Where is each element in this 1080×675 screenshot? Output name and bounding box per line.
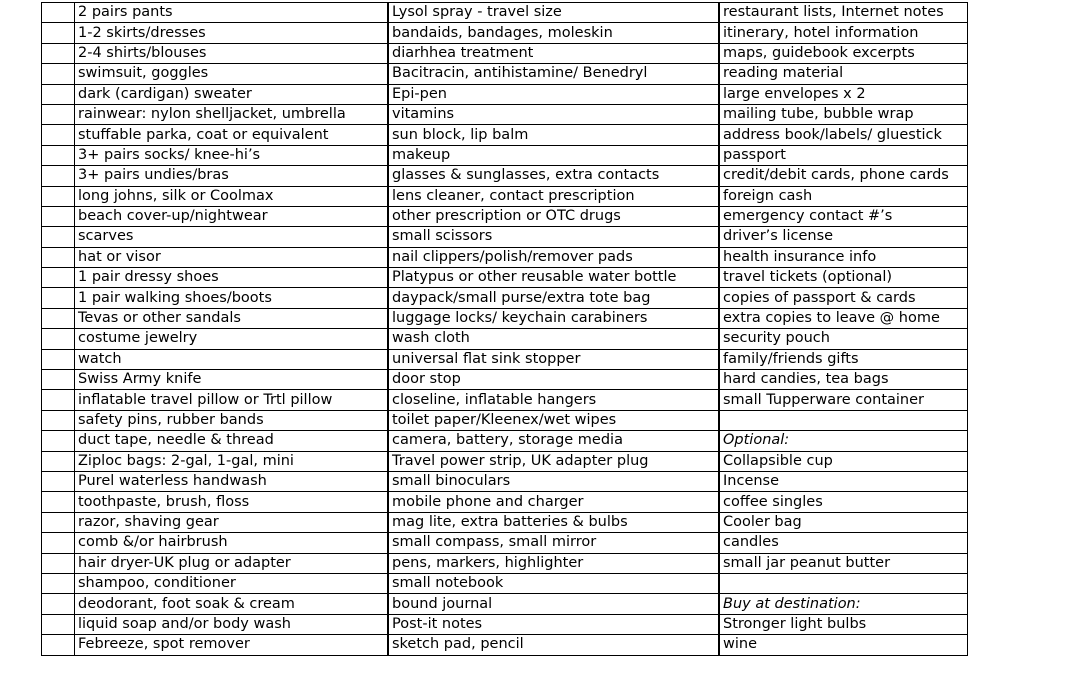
item-cell-col1: costume jewelry [75, 329, 388, 349]
item-cell-col1: 1 pair walking shoes/boots [75, 288, 388, 308]
item-cell-col2: closeline, inflatable hangers [389, 390, 719, 410]
item-cell-col3: large envelopes x 2 [720, 84, 968, 104]
row-margin-cell [42, 614, 75, 634]
table-row [42, 594, 968, 614]
table-row [42, 533, 968, 553]
row-margin-cell [42, 410, 75, 430]
item-cell-col3: security pouch [720, 329, 968, 349]
row-margin-cell [42, 573, 75, 593]
row-margin-cell [42, 268, 75, 288]
table-row [42, 43, 968, 63]
row-margin-cell [42, 206, 75, 226]
table-row [42, 247, 968, 267]
row-margin-cell [42, 390, 75, 410]
item-cell-col1: Ziploc bags: 2-gal, 1-gal, mini [75, 451, 388, 471]
item-cell-col2: sun block, lip balm [389, 125, 719, 145]
row-margin-cell [42, 43, 75, 63]
item-cell-col3 [720, 573, 968, 593]
item-cell-col1: comb &/or hairbrush [75, 533, 388, 553]
item-cell-col1: 2-4 shirts/blouses [75, 43, 388, 63]
item-cell-col2: pens, markers, highlighter [389, 553, 719, 573]
table-row [42, 370, 968, 390]
item-cell-col1: 2 pairs pants [75, 3, 388, 23]
item-cell-col1: beach cover-up/nightwear [75, 206, 388, 226]
item-cell-col1: 1 pair dressy shoes [75, 268, 388, 288]
row-margin-cell [42, 553, 75, 573]
row-margin-cell [42, 145, 75, 165]
table-row [42, 573, 968, 593]
table-row [42, 166, 968, 186]
row-margin-cell [42, 247, 75, 267]
item-cell-col3: Incense [720, 471, 968, 491]
table-row [42, 308, 968, 328]
item-cell-col1: Tevas or other sandals [75, 308, 388, 328]
table-row [42, 227, 968, 247]
item-cell-col2: Travel power strip, UK adapter plug [389, 451, 719, 471]
item-cell-col2: small notebook [389, 573, 719, 593]
table-row [42, 410, 968, 430]
table-row [42, 390, 968, 410]
table-row [42, 288, 968, 308]
table-row [42, 635, 968, 655]
item-cell-col3: address book/labels/ gluestick [720, 125, 968, 145]
item-cell-col2: wash cloth [389, 329, 719, 349]
table-row [42, 329, 968, 349]
item-cell-col3: maps, guidebook excerpts [720, 43, 968, 63]
item-cell-col2: camera, battery, storage media [389, 431, 719, 451]
row-margin-cell [42, 349, 75, 369]
item-cell-col1: safety pins, rubber bands [75, 410, 388, 430]
item-cell-col2: nail clippers/polish/remover pads [389, 247, 719, 267]
item-cell-col3: driver’s license [720, 227, 968, 247]
row-margin-cell [42, 308, 75, 328]
item-cell-col1: dark (cardigan) sweater [75, 84, 388, 104]
section-label: Optional: [720, 431, 968, 451]
item-cell-col2: Lysol spray - travel size [389, 3, 719, 23]
item-cell-col1: long johns, silk or Coolmax [75, 186, 388, 206]
row-margin-cell [42, 3, 75, 23]
table-row [42, 104, 968, 124]
item-cell-col1: Purel waterless handwash [75, 471, 388, 491]
table-row [42, 125, 968, 145]
table-row [42, 349, 968, 369]
item-cell-col3: small Tupperware container [720, 390, 968, 410]
table-row [42, 3, 968, 23]
item-cell-col3: restaurant lists, Internet notes [720, 3, 968, 23]
item-cell-col1: 3+ pairs socks/ knee-hi’s [75, 145, 388, 165]
row-margin-cell [42, 512, 75, 532]
row-margin-cell [42, 186, 75, 206]
item-cell-col2: Platypus or other reusable water bottle [389, 268, 719, 288]
item-cell-col2: mag lite, extra batteries & bulbs [389, 512, 719, 532]
item-cell-col1: hair dryer-UK plug or adapter [75, 553, 388, 573]
row-margin-cell [42, 533, 75, 553]
row-margin-cell [42, 594, 75, 614]
item-cell-col3 [720, 410, 968, 430]
item-cell-col2: Post-it notes [389, 614, 719, 634]
row-margin-cell [42, 84, 75, 104]
row-margin-cell [42, 329, 75, 349]
table-row [42, 471, 968, 491]
table-row [42, 186, 968, 206]
row-margin-cell [42, 166, 75, 186]
item-cell-col1: Febreeze, spot remover [75, 635, 388, 655]
item-cell-col2: small scissors [389, 227, 719, 247]
row-margin-cell [42, 104, 75, 124]
item-cell-col2: glasses & sunglasses, extra contacts [389, 166, 719, 186]
item-cell-col2: toilet paper/Kleenex/wet wipes [389, 410, 719, 430]
item-cell-col3: mailing tube, bubble wrap [720, 104, 968, 124]
item-cell-col3: small jar peanut butter [720, 553, 968, 573]
table-row [42, 206, 968, 226]
packing-list-table [41, 2, 968, 656]
item-cell-col1: toothpaste, brush, floss [75, 492, 388, 512]
item-cell-col3: Stronger light bulbs [720, 614, 968, 634]
item-cell-col2: makeup [389, 145, 719, 165]
item-cell-col2: lens cleaner, contact prescription [389, 186, 719, 206]
item-cell-col2: bound journal [389, 594, 719, 614]
packing-list-body [42, 3, 968, 656]
item-cell-col1: scarves [75, 227, 388, 247]
item-cell-col3: Collapsible cup [720, 451, 968, 471]
item-cell-col2: sketch pad, pencil [389, 635, 719, 655]
row-margin-cell [42, 23, 75, 43]
item-cell-col1: 3+ pairs undies/bras [75, 166, 388, 186]
row-margin-cell [42, 370, 75, 390]
item-cell-col1: swimsuit, goggles [75, 64, 388, 84]
item-cell-col1: liquid soap and/or body wash [75, 614, 388, 634]
item-cell-col3: coffee singles [720, 492, 968, 512]
item-cell-col3: hard candies, tea bags [720, 370, 968, 390]
item-cell-col1: stuffable parka, coat or equivalent [75, 125, 388, 145]
item-cell-col3: reading material [720, 64, 968, 84]
item-cell-col2: small compass, small mirror [389, 533, 719, 553]
item-cell-col3: itinerary, hotel information [720, 23, 968, 43]
item-cell-col2: Bacitracin, antihistamine/ Benedryl [389, 64, 719, 84]
row-margin-cell [42, 451, 75, 471]
table-row [42, 553, 968, 573]
row-margin-cell [42, 492, 75, 512]
item-cell-col3: candles [720, 533, 968, 553]
item-cell-col3: Cooler bag [720, 512, 968, 532]
item-cell-col2: mobile phone and charger [389, 492, 719, 512]
row-margin-cell [42, 64, 75, 84]
table-row [42, 268, 968, 288]
row-margin-cell [42, 227, 75, 247]
item-cell-col2: universal flat sink stopper [389, 349, 719, 369]
row-margin-cell [42, 471, 75, 491]
row-margin-cell [42, 431, 75, 451]
item-cell-col1: rainwear: nylon shelljacket, umbrella [75, 104, 388, 124]
item-cell-col2: diarhhea treatment [389, 43, 719, 63]
item-cell-col2: bandaids, bandages, moleskin [389, 23, 719, 43]
item-cell-col3: travel tickets (optional) [720, 268, 968, 288]
item-cell-col1: watch [75, 349, 388, 369]
table-row [42, 64, 968, 84]
item-cell-col1: duct tape, needle & thread [75, 431, 388, 451]
row-margin-cell [42, 288, 75, 308]
table-row [42, 451, 968, 471]
item-cell-col2: small binoculars [389, 471, 719, 491]
item-cell-col1: razor, shaving gear [75, 512, 388, 532]
item-cell-col3: extra copies to leave @ home [720, 308, 968, 328]
table-row [42, 492, 968, 512]
item-cell-col3: passport [720, 145, 968, 165]
item-cell-col1: deodorant, foot soak & cream [75, 594, 388, 614]
row-margin-cell [42, 125, 75, 145]
item-cell-col2: Epi-pen [389, 84, 719, 104]
section-label: Buy at destination: [720, 594, 968, 614]
table-row [42, 512, 968, 532]
item-cell-col3: emergency contact #’s [720, 206, 968, 226]
item-cell-col3: wine [720, 635, 968, 655]
item-cell-col1: inflatable travel pillow or Trtl pillow [75, 390, 388, 410]
item-cell-col1: shampoo, conditioner [75, 573, 388, 593]
item-cell-col3: family/friends gifts [720, 349, 968, 369]
table-row [42, 145, 968, 165]
item-cell-col1: Swiss Army knife [75, 370, 388, 390]
table-row [42, 431, 968, 451]
item-cell-col3: foreign cash [720, 186, 968, 206]
table-row [42, 614, 968, 634]
table-row [42, 23, 968, 43]
item-cell-col2: daypack/small purse/extra tote bag [389, 288, 719, 308]
row-margin-cell [42, 635, 75, 655]
item-cell-col1: 1-2 skirts/dresses [75, 23, 388, 43]
table-row [42, 84, 968, 104]
item-cell-col3: health insurance info [720, 247, 968, 267]
item-cell-col2: vitamins [389, 104, 719, 124]
item-cell-col2: luggage locks/ keychain carabiners [389, 308, 719, 328]
item-cell-col1: hat or visor [75, 247, 388, 267]
item-cell-col2: door stop [389, 370, 719, 390]
item-cell-col3: copies of passport & cards [720, 288, 968, 308]
item-cell-col2: other prescription or OTC drugs [389, 206, 719, 226]
item-cell-col3: credit/debit cards, phone cards [720, 166, 968, 186]
